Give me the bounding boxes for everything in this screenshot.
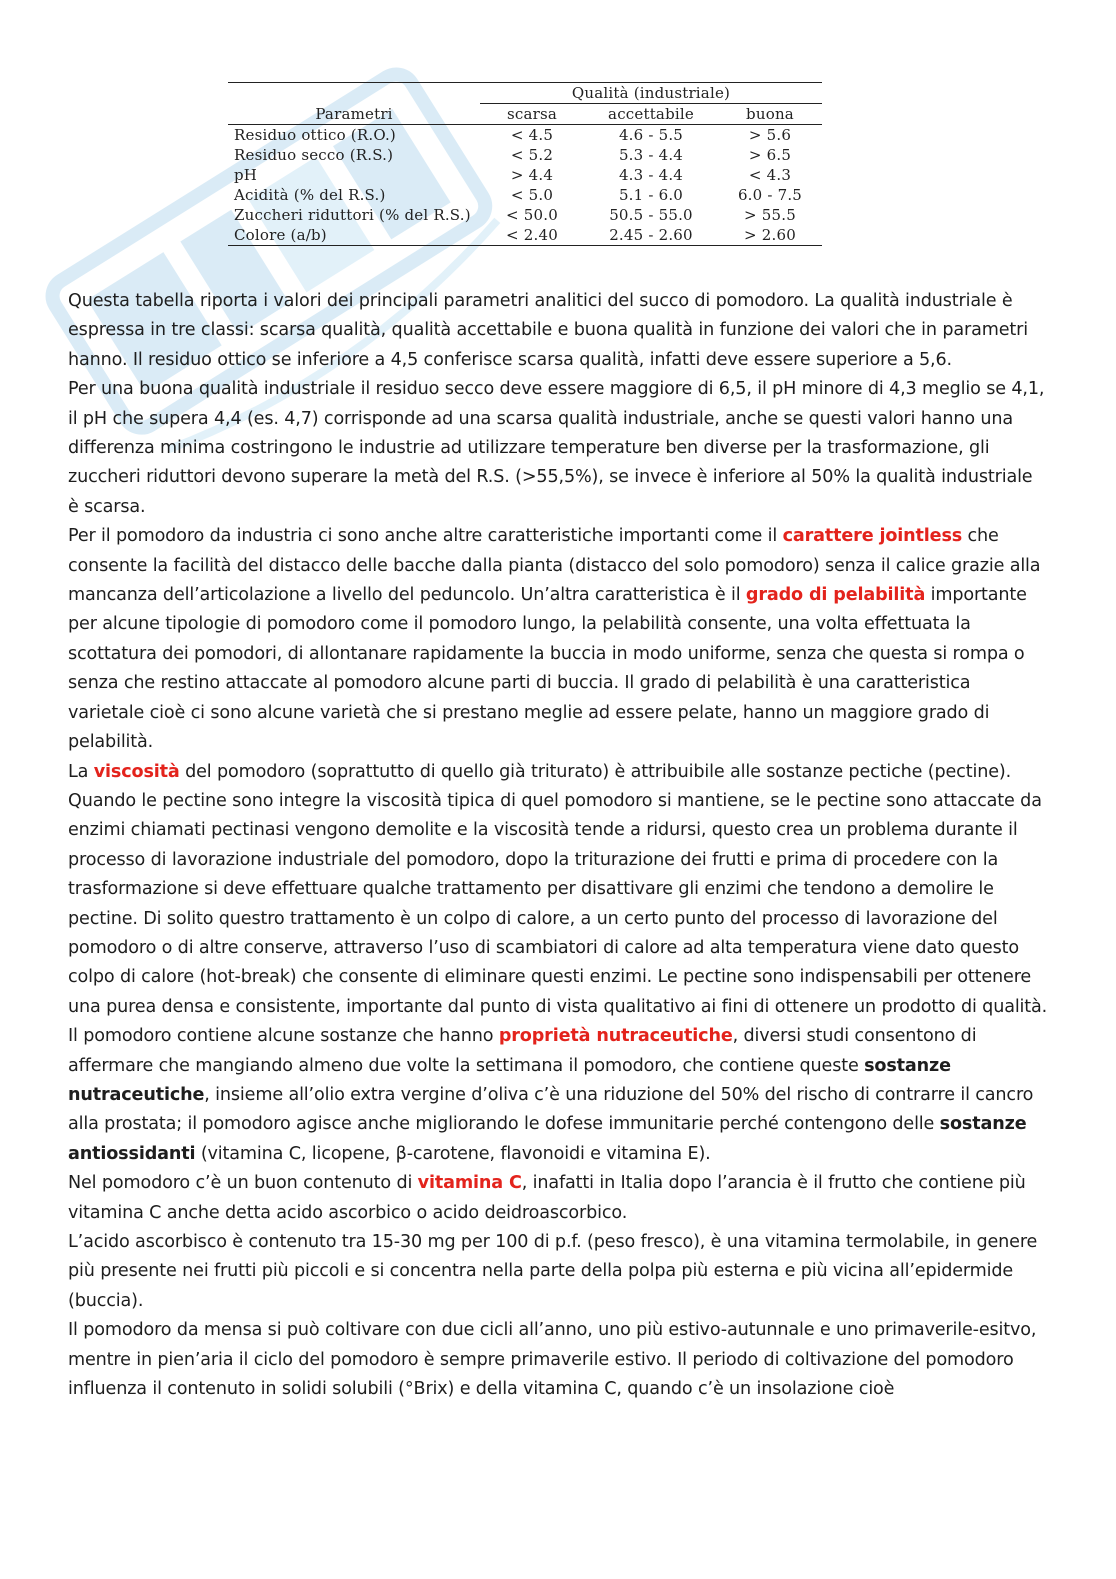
paragraph: L’acido ascorbisco è contenuto tra 15-30 mg per 100 di p.f. (peso fresco), è una vitamina termolabile, in genere più presente nei frutti più piccoli e si concentra nella parte della polpa più esterna e più vicina all’epidermide (buccia). [68,1232,1038,1311]
table-cell: 4.6 - 5.5 [618,126,684,144]
table-cell-param: Residuo ottico (R.O.) [234,126,396,144]
table-cell: < 4.3 [748,166,792,184]
table-cell: < 5.0 [510,186,554,204]
table-cell: > 5.6 [748,126,792,144]
table-col-header: scarsa [480,104,584,125]
document-body [68,287,1048,1404]
table-cell: 2.45 - 2.60 [584,225,718,246]
table-row [228,125,822,146]
table-col-header: buona [718,104,822,125]
table-cell: 5.1 - 6.0 [618,186,684,204]
table-cell: > 6.5 [748,146,792,164]
paragraph: Questa tabella riporta i valori dei principali parametri analitici del succo di pomodoro. La qualità industriale è espressa in tre classi: scarsa qualità, qualità accettabile e buona qualità in funzione dei valori che in parametri hanno. Il residuo ottico se inferiore a 4,5 conferisce scarsa qualità, infatti deve essere superiore a 5,6. [68,291,1028,370]
paragraph: Il pomodoro da mensa si può coltivare con due cicli all’anno, uno più estivo-autunnale e uno primaverile-esitvo, mentre in pien’aria il ciclo del pomodoro è sempre primaverile estivo. Il periodo di coltivazione del pomodoro influenza il contenuto in solidi solubili (°Brix) e della vitamina C, quando c’è un insolazione cioè [68,1320,1037,1400]
table-cell-param: Residuo secco (R.S.) [234,146,394,164]
paragraph: La viscosità del pomodoro (soprattutto di quello già triturato) è attribuibile alle sostanze pectiche (pectine). Quando le pectine sono integre la viscosità tipica di quel pomodoro si mantiene, se le pectine sono attaccate da enzimi chiamati pectinasi vengono demolite e la viscosità tende a ridursi, questo crea un problema durante il processo di lavorazione industriale del pomodoro, dopo la triturazione dei frutti e prima di procedere con la trasformazione si deve effettuare qualche trattamento per disattivare gli enzimi che tendono a demolire le pectine. Di solito questro trattamento è un colpo di calore, a un certo punto del processo di lavorazione del pomodoro o di altre conserve, attraverso l’uso di scambiatori di calore ad alta temperatura viene dato questo colpo di calore (hot-break) che consente di eliminare questi enzimi. Le pectine sono indispensabili per ottenere una purea densa e consistente, importante dal punto di vista qualitativo ai fini di ottenere un prodotto di qualità. [68,761,1048,1017]
table-cell: > 4.4 [510,166,554,184]
table-row [228,205,822,225]
bold-sostanze-antiossidanti: sostanze antiossidanti [68,1114,1027,1164]
table-row [228,185,822,205]
table-cell: < 5.2 [510,146,554,164]
table-cell: < 2.40 [480,225,584,246]
highlight-pelabilita: grado di pelabilità [745,585,926,606]
table-param-header: Parametri [228,104,480,125]
table-cell-param: Zuccheri riduttori (% del R.S.) [234,206,471,224]
bold-sostanze-nutraceutiche: sostanze nutraceutiche [68,1055,951,1105]
table-cell: > 55.5 [744,206,796,224]
table-col-header: accettabile [584,104,718,125]
paragraph: Il pomodoro contiene alcune sostanze che hanno proprietà nutraceutiche, diversi studi consentono di affermare che mangiando almeno due volte la settimana il pomodoro, che contiene queste sostanze nutraceutiche, insieme all’olio extra vergine d’oliva c’è una riduzione del 50% del rischo di contrarre il cancro alla prostata; il pomodoro agisce anche migliorando le dofese immunitarie perché contengono delle sostanze antiossidanti (vitamina C, licopene, β-carotene, flavonoidi e vitamina E). [68,1026,1034,1164]
paragraph: Nel pomodoro c’è un buon contenuto di vitamina C, inafatti in Italia dopo l’arancia è il frutto che contiene più vitamina C anche detta acido ascorbico o acido deidroascorbico. [68,1173,1026,1223]
highlight-nutraceutiche: proprietà nutraceutiche [498,1026,733,1047]
paragraph: Per il pomodoro da industria ci sono anche altre caratteristiche importanti come il carattere jointless che consente la facilità del distacco delle bacche dalla pianta (distacco del solo pomodoro) senza il calice grazie alla mancanza dell’articolazione a livello del peduncolo. Un’altra caratteristica è il grado di pelabilità importante per alcune tipologie di pomodoro come il pomodoro lungo, la pelabilità consente, una volta effettuata la scottatura dei pomodori, di allontanare rapidamente la buccia in modo uniforme, senza che questa si rompa o senza che restino attaccate al pomodoro alcune parti di buccia. Il grado di pelabilità è una caratteristica varietale cioè ci sono alcune varietà che si prestano meglie ad essere pelate, hanno un maggiore grado di pelabilità. [68,526,1041,753]
table-cell-param: pH [234,166,258,184]
table-row [228,225,822,246]
highlight-vitamina-c: vitamina C [417,1173,522,1194]
table-cell: 5.3 - 4.4 [618,146,684,164]
table-cell: 50.5 - 55.0 [609,206,693,224]
table-cell-param: Acidità (% del R.S.) [234,186,386,204]
table-cell: < 50.0 [506,206,558,224]
table-cell-param: Colore (a/b) [228,225,480,246]
table-row [228,165,822,185]
table-cell: > 2.60 [718,225,822,246]
highlight-jointless: carattere jointless [782,526,963,547]
table-cell: 4.3 - 4.4 [618,166,684,184]
highlight-viscosita: viscosità [93,761,180,782]
table-row [228,145,822,165]
table-group-header: Qualità (industriale) [480,83,822,104]
table-cell: < 4.5 [510,126,554,144]
table-cell: 6.0 - 7.5 [737,186,803,204]
quality-parameters-table [228,82,822,246]
paragraph: Per una buona qualità industriale il residuo secco deve essere maggiore di 6,5, il pH minore di 4,3 meglio se 4,1, il pH che supera 4,4 (es. 4,7) corrisponde ad una scarsa qualità industriale, anche se questi valori hanno una differenza minima costringono le industrie ad utilizzare temperature ben diverse per la trasformazione, gli zuccheri riduttori devono superare la metà del R.S. (>55,5%), se invece è inferiore al 50% la qualità industriale è scarsa. [68,379,1045,517]
